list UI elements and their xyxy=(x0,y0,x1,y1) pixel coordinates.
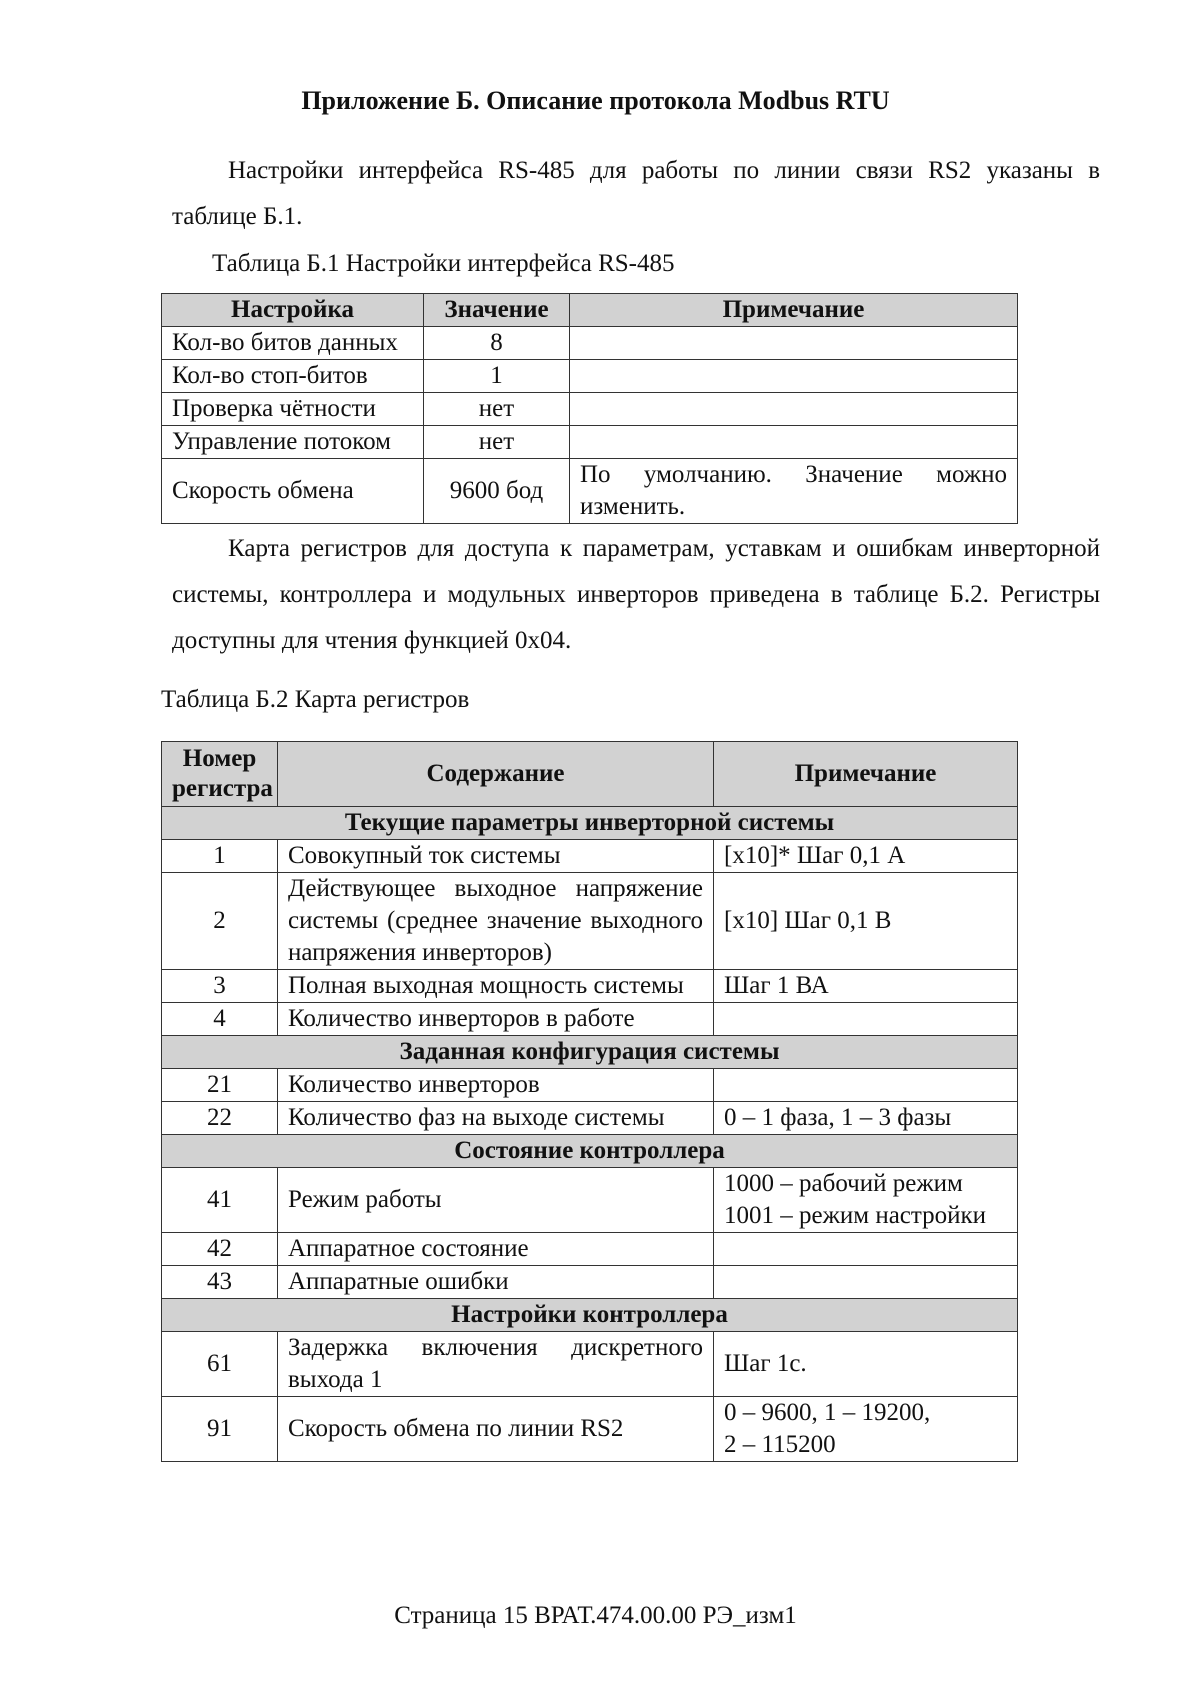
register-number: 42 xyxy=(162,1233,278,1266)
section-row xyxy=(162,1299,1018,1332)
table-row xyxy=(162,1266,1018,1299)
register-note: 0 – 9600, 1 – 19200, 2 – 115200 xyxy=(714,1397,1018,1462)
table2-caption: Таблица Б.2 Карта регистров xyxy=(161,686,470,713)
setting-name: Кол-во битов данных xyxy=(162,327,424,360)
setting-name: Скорость обмена xyxy=(162,459,424,524)
table-row xyxy=(162,360,1018,393)
setting-note: По умолчанию. Значение можно изменить. xyxy=(570,459,1018,524)
setting-value: 9600 бод xyxy=(424,459,570,524)
section-row xyxy=(162,1036,1018,1069)
header-content: Содержание xyxy=(278,742,714,807)
register-content: Количество инверторов в работе xyxy=(278,1003,714,1036)
register-content: Количество фаз на выходе системы xyxy=(278,1102,714,1135)
settings-table xyxy=(161,293,1018,524)
register-number: 2 xyxy=(162,873,278,970)
register-note: 1000 – рабочий режим 1001 – режим настройки xyxy=(714,1168,1018,1233)
register-content: Режим работы xyxy=(278,1168,714,1233)
intro-paragraph: Настройки интерфейса RS-485 для работы по линии связи RS2 указаны в таблице Б.1. xyxy=(172,157,1100,230)
header-value: Значение xyxy=(424,294,570,327)
register-number: 3 xyxy=(162,970,278,1003)
table-row xyxy=(162,1102,1018,1135)
table-row xyxy=(162,459,1018,524)
register-note: 0 – 1 фаза, 1 – 3 фазы xyxy=(714,1102,1018,1135)
register-content: Скорость обмена по линии RS2 xyxy=(278,1397,714,1462)
table-row xyxy=(162,970,1018,1003)
page-footer: Страница 15 ВРАТ.474.00.00 РЭ_изм1 xyxy=(394,1602,797,1629)
register-number: 21 xyxy=(162,1069,278,1102)
register-note: [x10] Шаг 0,1 В xyxy=(714,873,1018,970)
section-title: Текущие параметры инверторной системы xyxy=(162,807,1018,840)
register-number: 91 xyxy=(162,1397,278,1462)
header-note: Примечание xyxy=(570,294,1018,327)
register-number: 1 xyxy=(162,840,278,873)
register-number: 4 xyxy=(162,1003,278,1036)
register-content: Полная выходная мощность системы xyxy=(278,970,714,1003)
table-row xyxy=(162,327,1018,360)
setting-note xyxy=(570,426,1018,459)
table-row xyxy=(162,1332,1018,1397)
setting-note xyxy=(570,360,1018,393)
table-row xyxy=(162,840,1018,873)
register-map-paragraph: Карта регистров для доступа к параметрам, уставкам и ошибкам инверторной системы, контроллера и модульных инверторов приведена в таблице Б.2. Регистры доступны для чтения функцией 0x04. xyxy=(172,535,1100,654)
section-row xyxy=(162,807,1018,840)
section-title: Состояние контроллера xyxy=(162,1135,1018,1168)
register-number: 22 xyxy=(162,1102,278,1135)
table1-caption: Таблица Б.1 Настройки интерфейса RS-485 xyxy=(212,250,675,277)
register-note xyxy=(714,1266,1018,1299)
table-header-row xyxy=(162,742,1018,807)
setting-note xyxy=(570,393,1018,426)
setting-value: нет xyxy=(424,426,570,459)
section-row xyxy=(162,1135,1018,1168)
appendix-title: Приложение Б. Описание протокола Modbus RTU xyxy=(301,86,890,115)
register-number: 43 xyxy=(162,1266,278,1299)
header-register-number: Номер регистра xyxy=(162,742,278,807)
table-row xyxy=(162,1397,1018,1462)
register-note: Шаг 1с. xyxy=(714,1332,1018,1397)
setting-name: Проверка чётности xyxy=(162,393,424,426)
register-content: Совокупный ток системы xyxy=(278,840,714,873)
table-row xyxy=(162,1069,1018,1102)
setting-name: Кол-во стоп-битов xyxy=(162,360,424,393)
table-header-row xyxy=(162,294,1018,327)
table-row xyxy=(162,1168,1018,1233)
table-row xyxy=(162,426,1018,459)
register-content: Аппаратное состояние xyxy=(278,1233,714,1266)
table-row xyxy=(162,1233,1018,1266)
register-note: Шаг 1 ВА xyxy=(714,970,1018,1003)
register-note: [x10]* Шаг 0,1 А xyxy=(714,840,1018,873)
table-row xyxy=(162,393,1018,426)
section-title: Заданная конфигурация системы xyxy=(162,1036,1018,1069)
register-note xyxy=(714,1003,1018,1036)
register-content: Задержка включения дискретного выхода 1 xyxy=(278,1332,714,1397)
setting-note xyxy=(570,327,1018,360)
register-content: Аппаратные ошибки xyxy=(278,1266,714,1299)
register-number: 41 xyxy=(162,1168,278,1233)
setting-value: нет xyxy=(424,393,570,426)
register-note xyxy=(714,1233,1018,1266)
register-content: Действующее выходное напряжение системы (среднее значение выходного напряжения инверторов) xyxy=(278,873,714,970)
table-row xyxy=(162,1003,1018,1036)
section-title: Настройки контроллера xyxy=(162,1299,1018,1332)
setting-value: 8 xyxy=(424,327,570,360)
register-map-table xyxy=(161,741,1018,1462)
header-note: Примечание xyxy=(714,742,1018,807)
register-note xyxy=(714,1069,1018,1102)
register-content: Количество инверторов xyxy=(278,1069,714,1102)
setting-value: 1 xyxy=(424,360,570,393)
table-row xyxy=(162,873,1018,970)
setting-name: Управление потоком xyxy=(162,426,424,459)
register-number: 61 xyxy=(162,1332,278,1397)
header-setting: Настройка xyxy=(162,294,424,327)
